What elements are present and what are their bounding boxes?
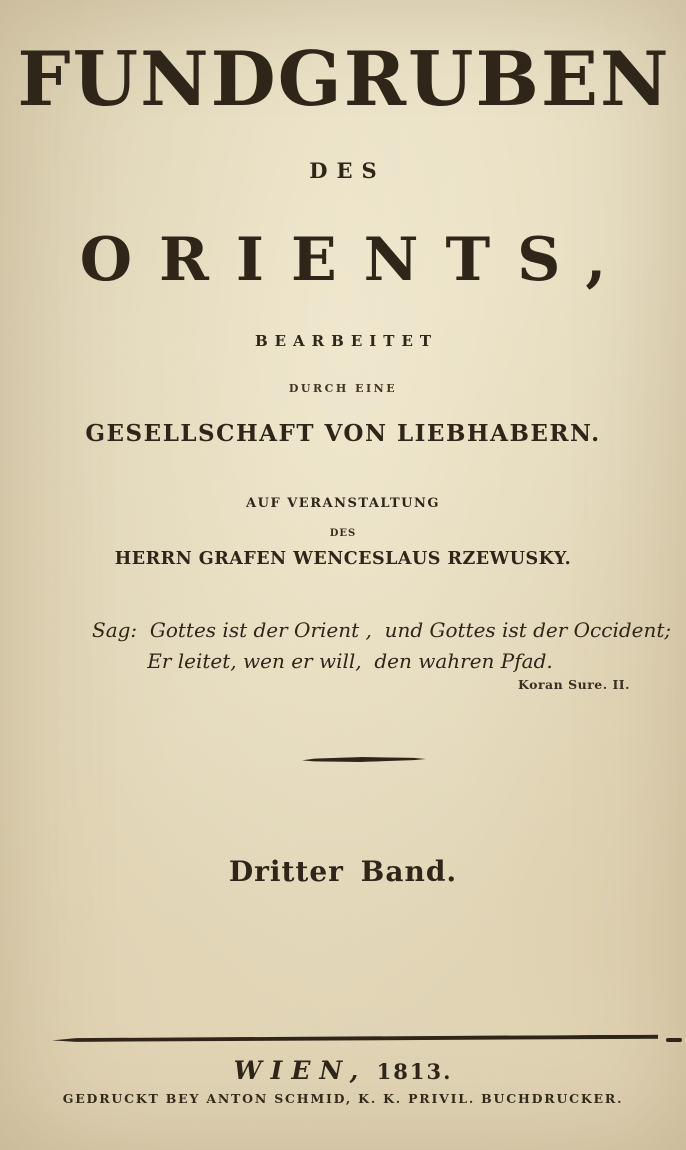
epigraph-line-2: Er leitet, wen er will, den wahren Pfad. (147, 649, 553, 673)
imprint-city: WIEN, (233, 1056, 368, 1085)
swelled-rule (302, 756, 426, 762)
imprint-printer: GEDRUCKT BEY ANTON SCHMID, K. K. PRIVIL. BUCHDRUCKER. (62, 1091, 624, 1106)
imprint-city-year (0, 1058, 686, 1083)
imprint-rule-dash (666, 1038, 682, 1042)
title-orients: ORIENTS, (79, 225, 634, 295)
volume-label: Dritter Band. (228, 855, 458, 888)
imprint-rule (52, 1035, 658, 1043)
editing-gesellschaft: GESELLSCHAFT VON LIEBHABERN. (85, 420, 601, 447)
title-des: DES (309, 158, 386, 183)
patronage-auf-veranstaltung: AUF VERANSTALTUNG (246, 496, 440, 511)
patronage-des: DES (329, 528, 357, 539)
editing-durch-eine: DURCH EINE (288, 382, 398, 395)
patronage-herrn-grafen: HERRN GRAFEN WENCESLAUS RZEWUSKY. (114, 549, 572, 569)
epigraph-line-1: Sag: Gottes ist der Orient , und Gottes ist der Occident; (92, 618, 672, 642)
title-main: FUNDGRUBEN (17, 35, 671, 123)
koran-epigraph (92, 615, 672, 677)
imprint-year: 1813. (367, 1059, 453, 1084)
editing-bearbeitet: BEARBEITET (254, 332, 439, 350)
epigraph-attribution: Koran Sure. II. (518, 677, 630, 692)
